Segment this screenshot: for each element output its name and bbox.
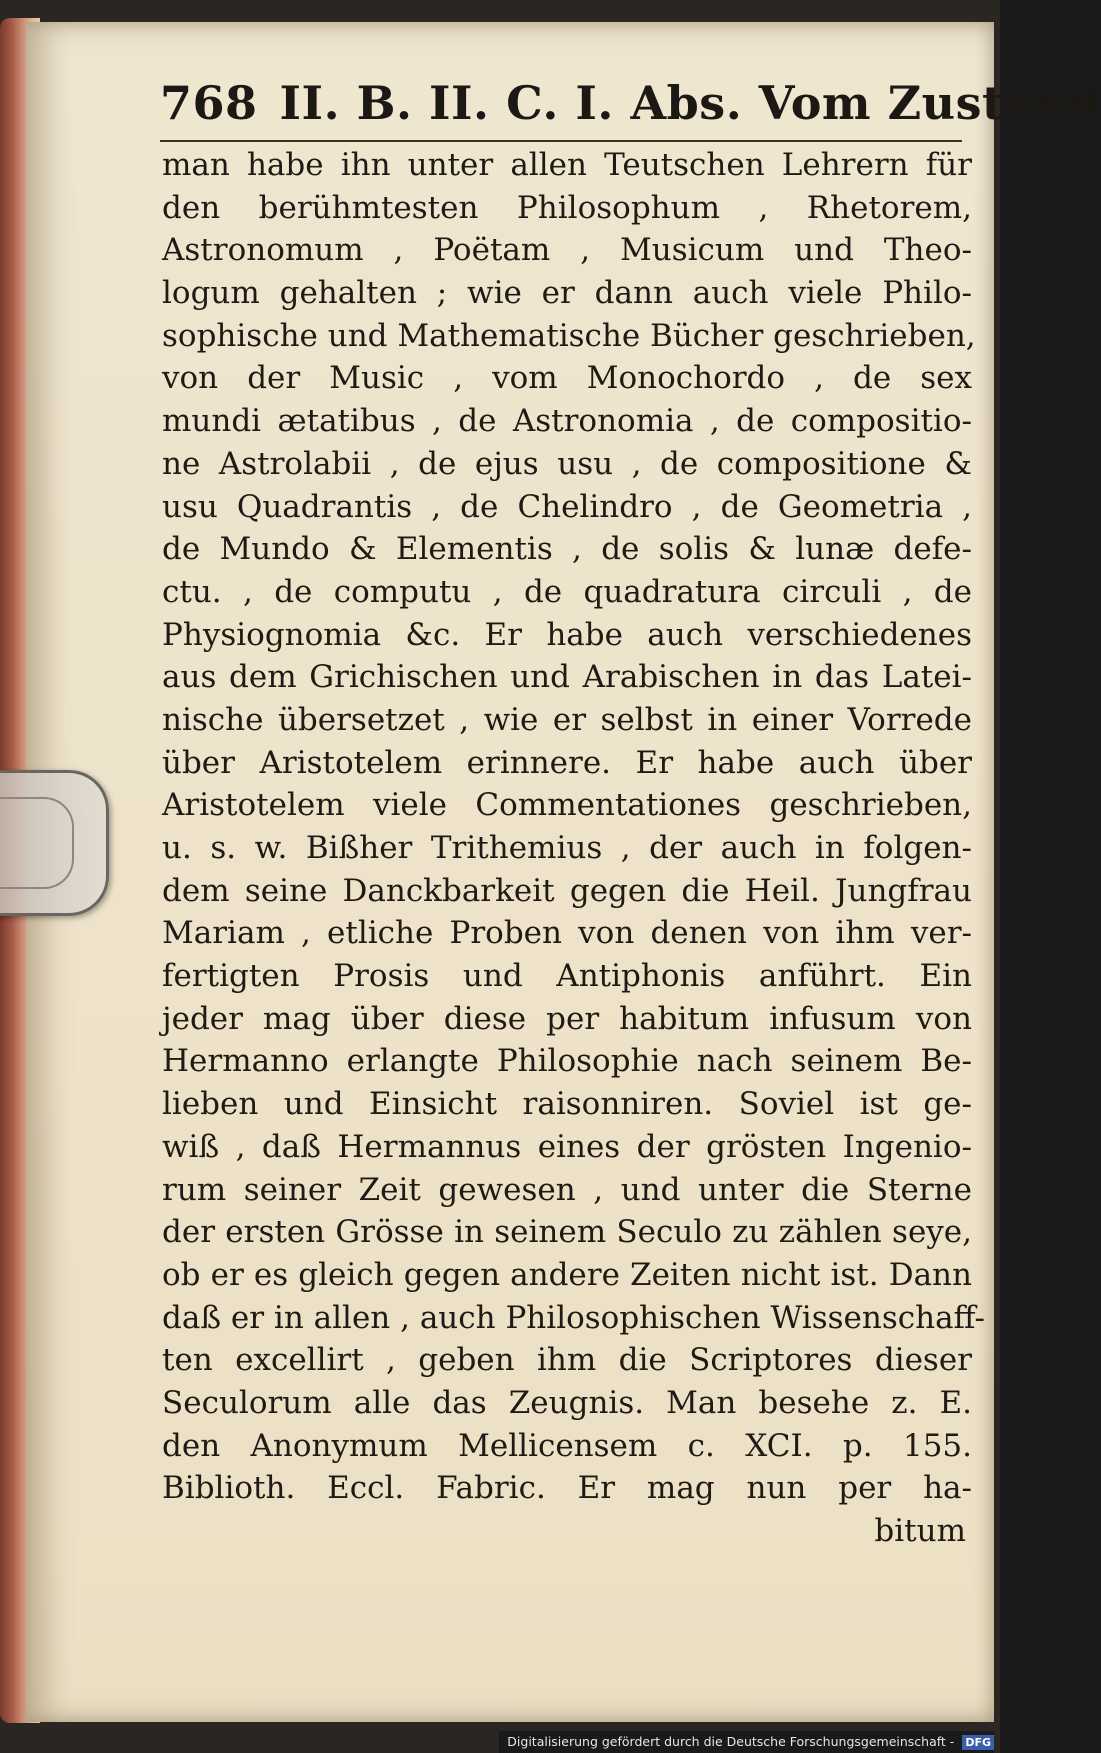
text-line: de Mundo & Elementis , de solis & lunæ defe- (162, 531, 972, 568)
text-line: Mariam , etliche Proben von denen von ihm ver- (162, 915, 972, 952)
text-line: ctu. , de computu , de quadratura circuli , de (162, 573, 972, 610)
bookmark-clip (0, 770, 109, 916)
text-line: den Anonymum Mellicensem c. XCI. p. 155. (162, 1427, 972, 1464)
text-line: Astronomum , Poëtam , Musicum und Theo- (162, 232, 972, 269)
text-line: ob er es gleich gegen andere Zeiten nicht ist. Dann (162, 1256, 972, 1293)
body-text (162, 144, 985, 1553)
digitization-credit (499, 1731, 994, 1753)
text-line: Biblioth. Eccl. Fabric. Er mag nun per ha- (162, 1470, 972, 1507)
text-line: logum gehalten ; wie er dann auch viele Philo- (162, 275, 972, 312)
text-line: dem seine Danckbarkeit gegen die Heil. Jungfrau (162, 872, 972, 909)
text-line: Aristotelem viele Commentationes geschrieben, (162, 787, 972, 824)
text-line: Seculorum alle das Zeugnis. Man besehe z. E. (162, 1384, 972, 1421)
running-head (160, 58, 1101, 130)
text-line: ne Astrolabii , de ejus usu , de compositione & (162, 445, 972, 482)
text-line: über Aristotelem erinnere. Er habe auch über (162, 744, 972, 781)
text-line: man habe ihn unter allen Teutschen Lehrern für (162, 147, 972, 183)
text-line: rum seiner Zeit gewesen , und unter die Sterne (162, 1171, 972, 1208)
text-line: sophische und Mathematische Bücher geschrieben, (162, 317, 976, 354)
page-number: 768 (160, 76, 258, 130)
text-line: daß er in allen , auch Philosophischen Wissenschaff- (162, 1299, 985, 1336)
text-line: der ersten Grösse in seinem Seculo zu zählen seye, (162, 1214, 972, 1251)
text-line: von der Music , vom Monochordo , de sex (162, 360, 972, 397)
text-line: wiß , daß Hermannus eines der grösten Ingenio- (162, 1128, 972, 1165)
header-rule (160, 140, 962, 142)
text-line: Physiognomia &c. Er habe auch verschiedenes (162, 616, 972, 653)
bookmark-clip-loop (0, 797, 74, 889)
text-line: nische übersetzet , wie er selbst in einer Vorrede (162, 701, 972, 738)
text-line: u. s. w. Bißher Trithemius , der auch in folgen- (162, 830, 972, 866)
text-line: lieben und Einsicht raisonniren. Soviel ist ge- (162, 1086, 972, 1123)
text-line: mundi ætatibus , de Astronomia , de compositio- (162, 403, 972, 440)
text-line: aus dem Grichischen und Arabischen in das Latei- (162, 659, 972, 696)
credit-text: Digitalisierung gefördert durch die Deutsche Forschungsgemeinschaft - (507, 1734, 955, 1749)
catchword: bitum (874, 1513, 966, 1549)
text-line: fertigten Prosis und Antiphonis anführt. Ein (162, 958, 972, 995)
text-line: usu Quadrantis , de Chelindro , de Geometria , (162, 488, 972, 525)
text-line: Hermanno erlangte Philosophie nach seinem Be- (162, 1043, 972, 1080)
text-line: ten excellirt , geben ihm die Scriptores dieser (162, 1342, 972, 1379)
text-line: jeder mag über diese per habitum infusum von (162, 1000, 972, 1037)
running-head-title: II. B. II. C. I. Abs. Vom Zustand (279, 76, 1101, 130)
dfg-logo: DFG (962, 1735, 994, 1750)
text-line: den berühmtesten Philosophum , Rhetorem, (162, 189, 972, 226)
